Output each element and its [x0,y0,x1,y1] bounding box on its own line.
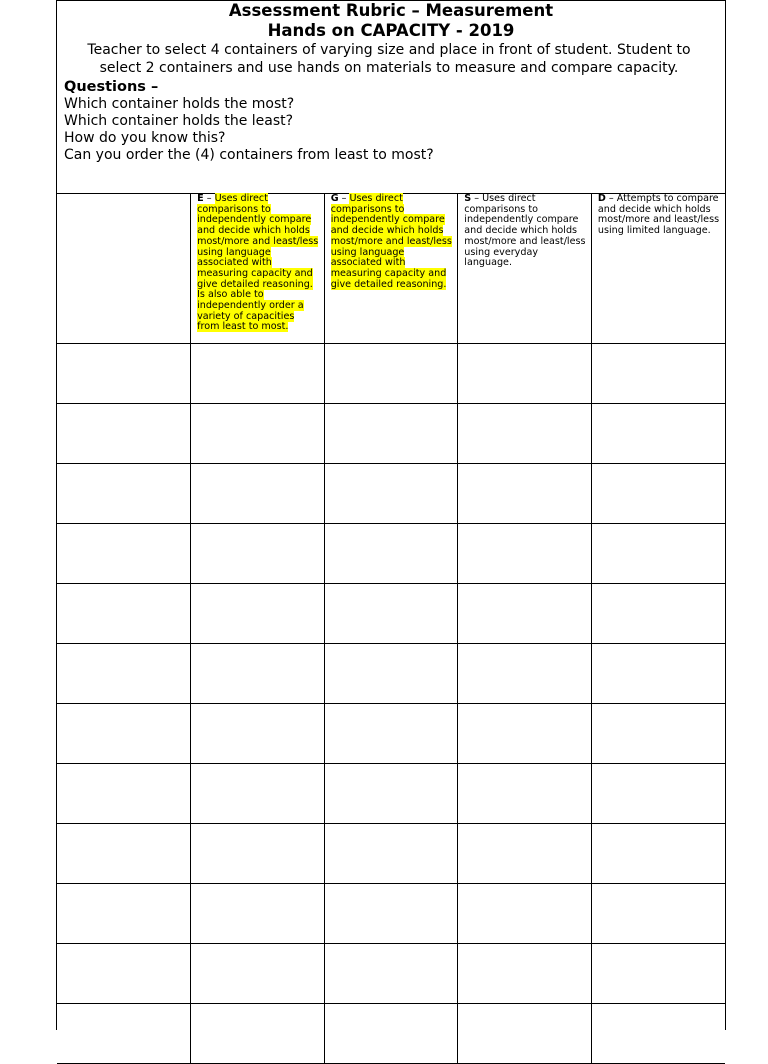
grade-s-cell[interactable] [458,884,592,944]
questions-heading: Questions – [64,79,159,95]
grade-s-cell[interactable] [458,524,592,584]
student-name-cell[interactable] [57,584,191,644]
criteria-cell-s [458,194,592,344]
table-row [57,584,725,644]
criteria-description: Uses direct comparisons to independently compare and decide which holds most/more and least/less using language associated with measuring capacity and give detailed reasoning. Is also able to independently order a variety of capacities from least to most. [197,193,319,333]
criteria-separator: – [338,193,350,204]
grade-g-cell[interactable] [324,584,458,644]
grade-g-cell[interactable] [324,1004,458,1064]
table-row [57,464,725,524]
criteria-level: E [197,193,204,204]
grade-e-cell[interactable] [191,644,325,704]
grade-d-cell[interactable] [591,584,725,644]
student-name-cell[interactable] [57,764,191,824]
criteria-level: S [464,193,472,204]
criteria-cell-e [191,194,325,344]
criteria-cell-d [591,194,725,344]
title-line-2: Hands on CAPACITY - 2019 [267,21,515,40]
grade-d-cell[interactable] [591,464,725,524]
table-row [57,344,725,404]
grade-g-cell[interactable] [324,644,458,704]
grade-s-cell[interactable] [458,584,592,644]
grade-g-cell[interactable] [324,824,458,884]
grade-s-cell[interactable] [458,404,592,464]
criteria-separator: – [203,193,215,204]
table-row [57,944,725,1004]
grade-s-cell[interactable] [458,644,592,704]
grade-d-cell[interactable] [591,944,725,1004]
grade-d-cell[interactable] [591,644,725,704]
student-name-cell[interactable] [57,884,191,944]
grade-d-cell[interactable] [591,884,725,944]
student-name-cell[interactable] [57,524,191,584]
grade-e-cell[interactable] [191,944,325,1004]
student-name-cell[interactable] [57,464,191,524]
grade-d-cell[interactable] [591,1004,725,1064]
grade-e-cell[interactable] [191,464,325,524]
table-row [57,644,725,704]
table-row [57,404,725,464]
grade-s-cell[interactable] [458,464,592,524]
criteria-level: G [330,193,339,204]
title-line-1: Assessment Rubric – Measurement [228,1,554,20]
table-row [57,1004,725,1064]
grade-e-cell[interactable] [191,884,325,944]
student-name-cell[interactable] [57,404,191,464]
grade-s-cell[interactable] [458,824,592,884]
table-row [57,764,725,824]
grade-s-cell[interactable] [458,1004,592,1064]
grade-e-cell[interactable] [191,524,325,584]
student-name-cell[interactable] [57,824,191,884]
table-row [57,704,725,764]
student-name-cell[interactable] [57,644,191,704]
criteria-description: Attempts to compare and decide which holds most/more and least/less using limited language. [597,193,720,237]
criteria-separator: – [471,193,483,204]
rubric-sheet [56,0,726,1030]
grade-g-cell[interactable] [324,404,458,464]
grade-g-cell[interactable] [324,704,458,764]
rubric-table [57,193,725,1064]
grade-g-cell[interactable] [324,344,458,404]
student-name-cell[interactable] [57,704,191,764]
page-title [57,1,725,41]
grade-g-cell[interactable] [324,464,458,524]
table-row [57,884,725,944]
grade-s-cell[interactable] [458,704,592,764]
grade-g-cell[interactable] [324,944,458,1004]
grade-s-cell[interactable] [458,344,592,404]
grade-e-cell[interactable] [191,1004,325,1064]
grade-d-cell[interactable] [591,404,725,464]
grade-g-cell[interactable] [324,524,458,584]
grade-s-cell[interactable] [458,764,592,824]
criteria-description: Uses direct comparisons to independently compare and decide which holds most/more and least/less using language associated with measuring capacity and give detailed reasoning. [330,193,452,290]
question-item: Which container holds the least? [64,113,294,129]
grade-g-cell[interactable] [324,884,458,944]
table-row [57,824,725,884]
grade-d-cell[interactable] [591,344,725,404]
criteria-header-row [57,194,725,344]
grade-e-cell[interactable] [191,344,325,404]
grade-d-cell[interactable] [591,704,725,764]
student-name-cell[interactable] [57,944,191,1004]
grade-e-cell[interactable] [191,584,325,644]
criteria-cell-g [324,194,458,344]
table-row [57,524,725,584]
grade-e-cell[interactable] [191,704,325,764]
rubric-header [57,0,725,194]
student-name-cell[interactable] [57,344,191,404]
intro-text: Teacher to select 4 containers of varying size and place in front of student. Student to select 2 containers and use hands on materials to measure and compare capacity. [87,42,691,76]
question-item: Which container holds the most? [64,96,295,112]
grade-g-cell[interactable] [324,764,458,824]
student-name-header-cell [57,194,191,344]
grade-d-cell[interactable] [591,824,725,884]
criteria-separator: – [605,193,617,204]
student-name-cell[interactable] [57,1004,191,1064]
grade-e-cell[interactable] [191,824,325,884]
question-item: Can you order the (4) containers from least to most? [64,147,434,163]
grade-e-cell[interactable] [191,404,325,464]
criteria-description: Uses direct comparisons to independently compare and decide which holds most/more and least/less using everyday language. [464,193,586,269]
criteria-level: D [597,193,606,204]
grade-s-cell[interactable] [458,944,592,1004]
grade-e-cell[interactable] [191,764,325,824]
grade-d-cell[interactable] [591,764,725,824]
question-item: How do you know this? [64,130,226,146]
grade-d-cell[interactable] [591,524,725,584]
